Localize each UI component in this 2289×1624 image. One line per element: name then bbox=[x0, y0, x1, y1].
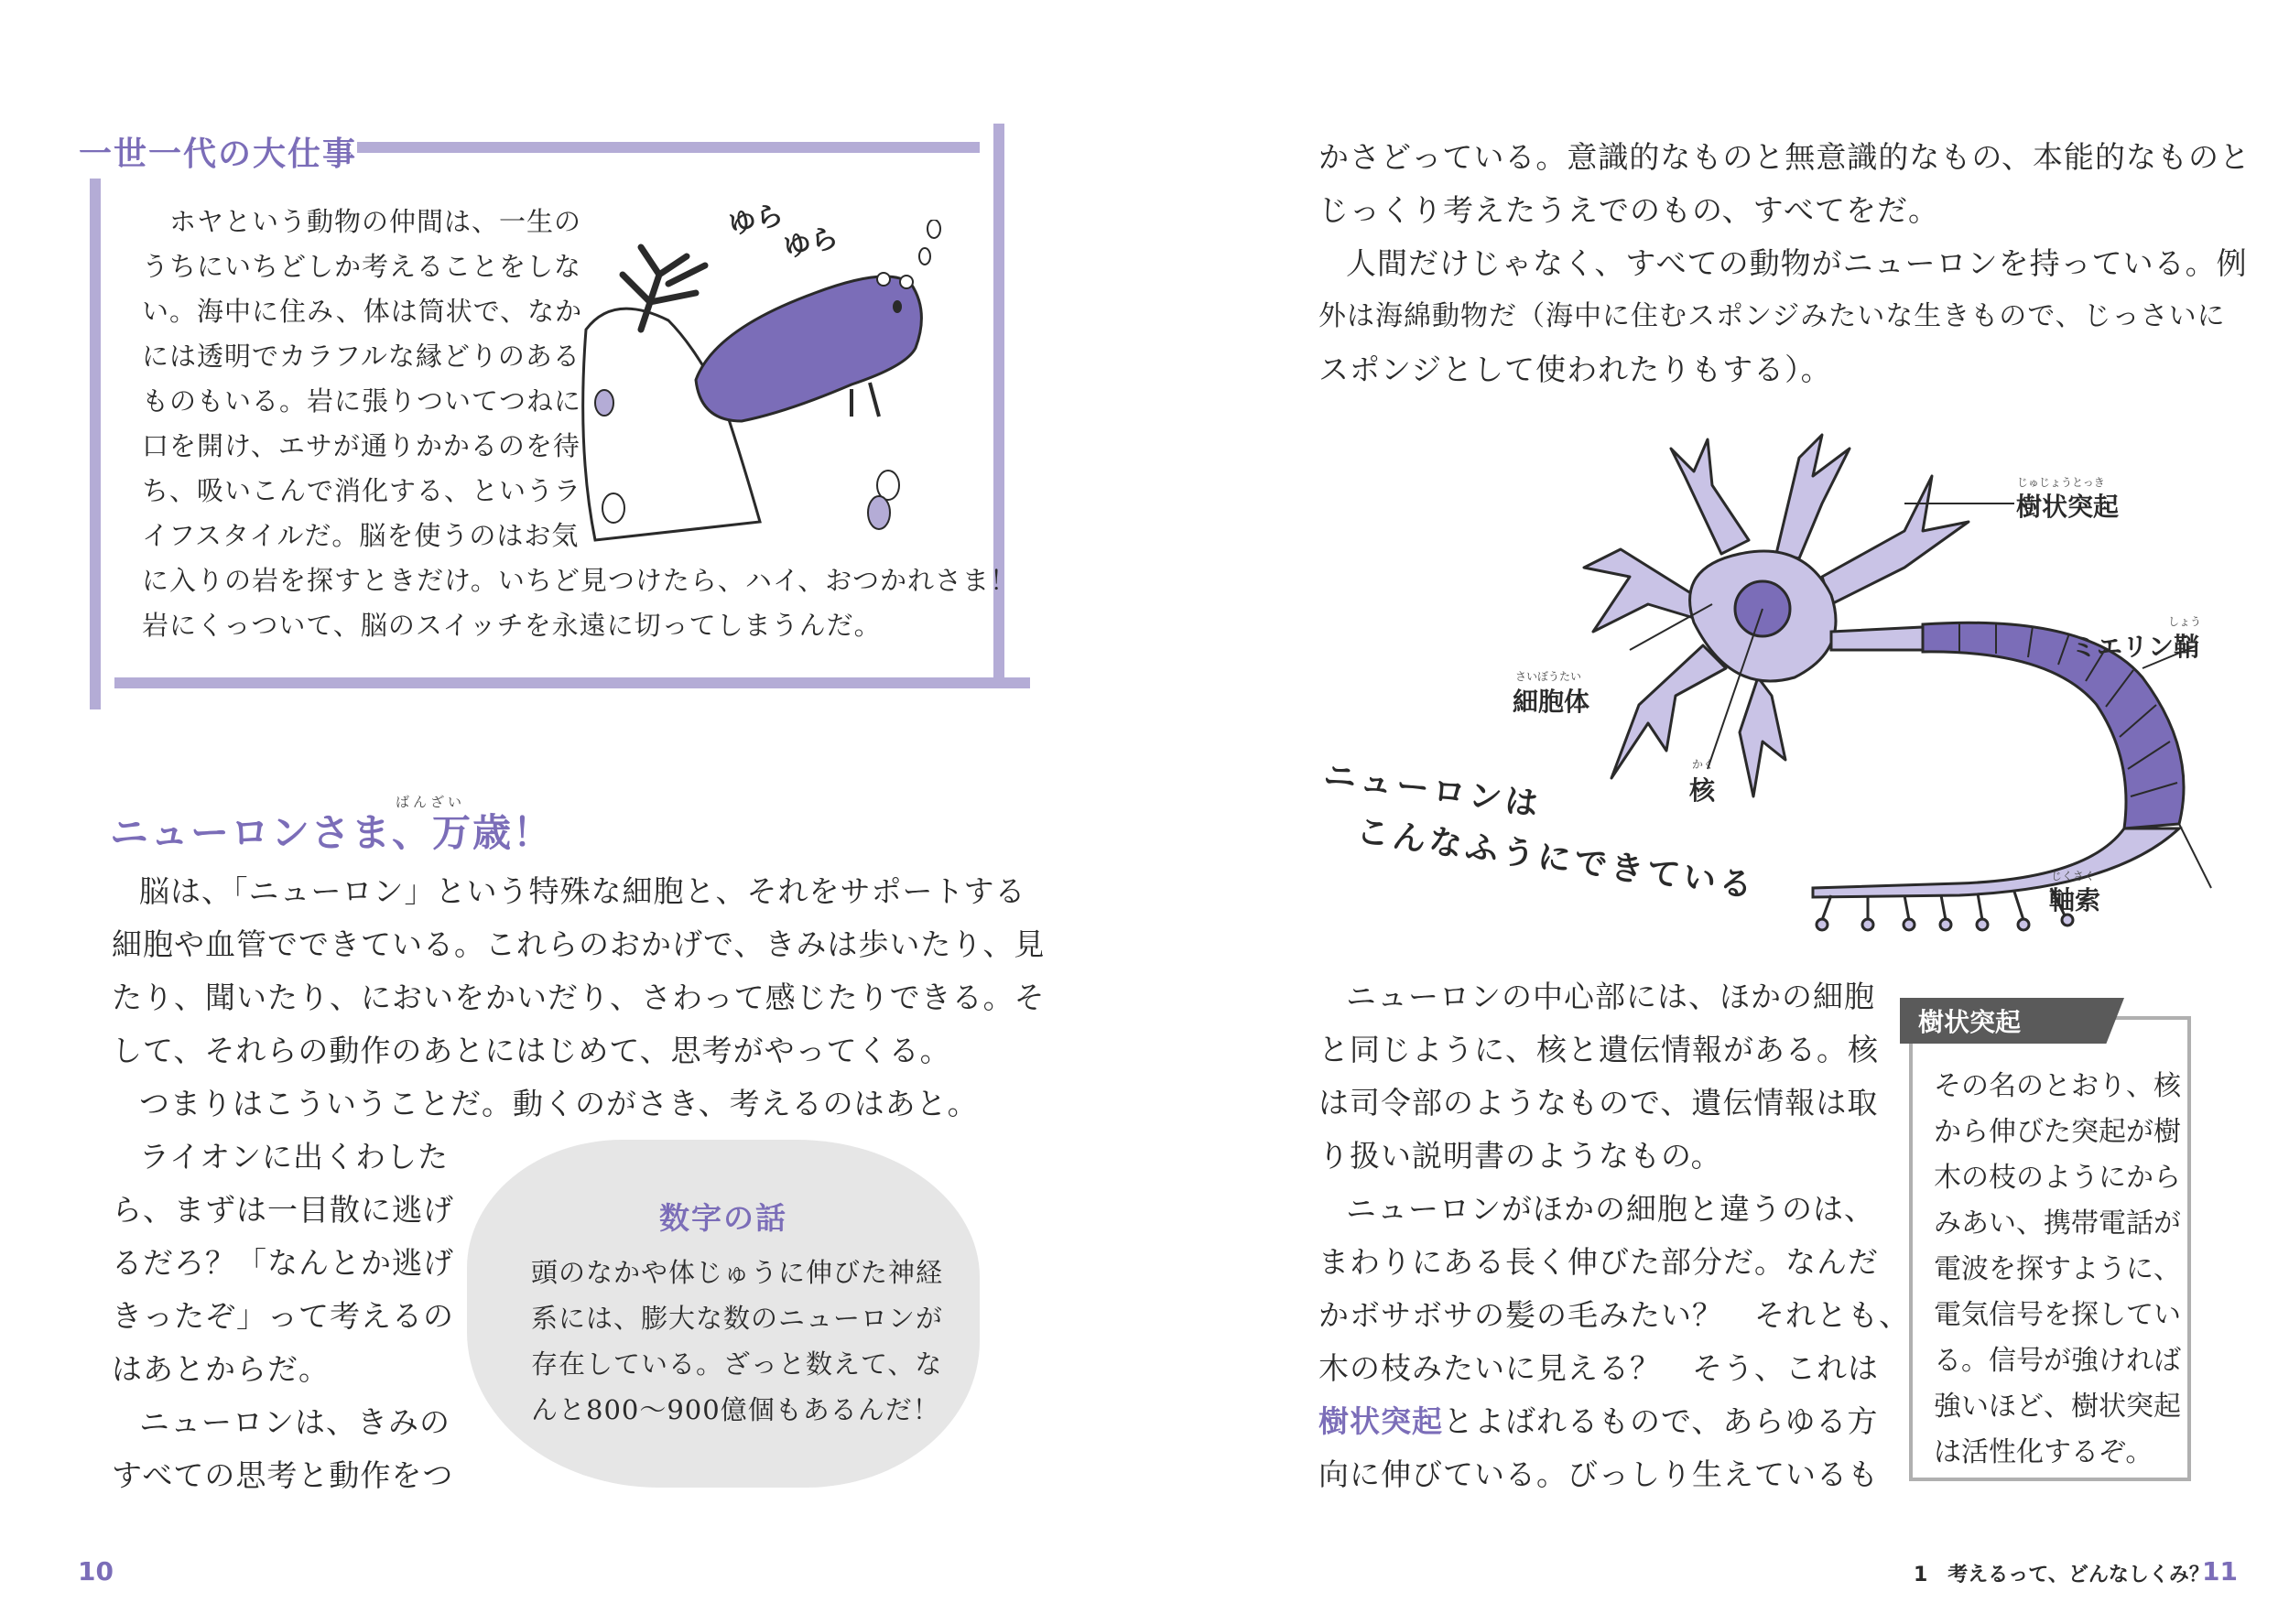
nucleus-ruby: かく bbox=[1692, 758, 1715, 771]
sidebar-text bbox=[1934, 1064, 2181, 1476]
right-line: ニューロンの中心部には、ほかの細胞 bbox=[1346, 979, 1875, 1014]
narrow-column bbox=[112, 1131, 454, 1502]
bubble-line: んと800～900億個もあるんだ！ bbox=[531, 1394, 940, 1425]
narrow-line: るだろ？「なんとか逃げ bbox=[112, 1245, 454, 1281]
sidebar-line: る。信号が強ければ bbox=[1934, 1345, 2181, 1377]
top-text bbox=[1318, 131, 2251, 396]
sidebar-line: その名のとおり、核 bbox=[1934, 1070, 2181, 1102]
bubble-line: 系には、膨大な数のニューロンが bbox=[531, 1303, 944, 1334]
body-line: して、それらの動作のあとにはじめて、思考がやってくる。 bbox=[112, 1033, 951, 1068]
diagram-caption-1: ニューロンは bbox=[1320, 756, 1545, 825]
diagram-caption-2: こんなふうにできている bbox=[1353, 812, 1759, 906]
box-line: ものもいる。岩に張りついてつねに bbox=[142, 385, 582, 417]
right-line bbox=[1318, 1395, 1910, 1448]
right-line: ニューロンがほかの細胞と違うのは、 bbox=[1346, 1191, 1875, 1227]
top-line: かさどっている。意識的なものと無意識的なもの、本能的なものと bbox=[1318, 139, 2251, 175]
dendrite-ruby: じゅじょうとっき bbox=[2017, 476, 2105, 489]
box-line: には透明でカラフルな縁どりのある bbox=[142, 341, 580, 372]
narrow-line: きったぞ」って考えるの bbox=[112, 1298, 454, 1334]
myelin-ruby: しょう bbox=[2168, 615, 2202, 628]
box-line: イフスタイルだ。脳を使うのはお気 bbox=[142, 520, 580, 551]
box-title: 一世一代の大仕事 bbox=[79, 135, 358, 173]
right-line: 向に伸びている。びっしり生えているも bbox=[1318, 1456, 1879, 1492]
dendrite-keyword: 樹状突起 bbox=[1318, 1403, 1443, 1439]
box-line: うちにいちどしか考えることをしな bbox=[142, 251, 582, 282]
right-line: 木の枝みたいに見える？ そう、これは bbox=[1318, 1350, 1879, 1386]
body-line: たり、聞いたり、においをかいだり、さわって感じたりできる。そ bbox=[112, 980, 1046, 1015]
box-frame-left bbox=[90, 179, 101, 709]
section-title-ruby: ばんざい bbox=[396, 794, 466, 810]
top-line: 外は海綿動物だ（海中に住むスポンジみたいな生きもので、じっさいに bbox=[1318, 300, 2226, 332]
box-frame-bottom bbox=[114, 677, 1030, 688]
narrow-line: ら、まずは一目散に逃げ bbox=[112, 1192, 454, 1228]
page-number-left: 10 bbox=[78, 1556, 114, 1586]
chapter-footer: 1 考えるって、どんなしくみ？ bbox=[1914, 1564, 2209, 1586]
sidebar-line: 木の枝のようにから bbox=[1934, 1162, 2181, 1194]
sidebar-line: 強いほど、樹状突起 bbox=[1934, 1391, 2181, 1423]
sidebar-line: は活性化するぞ。 bbox=[1934, 1436, 2153, 1468]
right-line: まわりにある長く伸びた部分だ。なんだ bbox=[1318, 1244, 1879, 1280]
myelin-label: ミエリン鞘 bbox=[2071, 632, 2200, 662]
section-body bbox=[112, 865, 1046, 1131]
sidebar-line: みあい、携帯電話が bbox=[1934, 1207, 2181, 1240]
sway-text-1: ゆら bbox=[725, 199, 787, 242]
narrow-line: すべての思考と動作をつ bbox=[112, 1457, 454, 1493]
box-line: い。海中に住み、体は筒状で、なか bbox=[142, 296, 583, 327]
bubble-line: 頭のなかや体じゅうに伸びた神経 bbox=[531, 1257, 944, 1288]
narrow-line: はあとからだ。 bbox=[112, 1351, 330, 1387]
box-line: に入りの岩を探すときだけ。いちど見つけたら、ハイ、おつかれさま！ bbox=[142, 565, 1017, 596]
bubble-title: 数字の話 bbox=[659, 1200, 787, 1236]
sidebar-title: 樹状突起 bbox=[1918, 1007, 2022, 1037]
box-line: ホヤという動物の仲間は、一生の bbox=[169, 206, 582, 237]
bubble-text bbox=[531, 1250, 943, 1433]
narrow-line: ニューロンは、きみの bbox=[139, 1404, 450, 1440]
sway-text-2: ゆら bbox=[780, 222, 841, 265]
right-line: り扱い説明書のようなもの。 bbox=[1318, 1138, 1722, 1174]
box-line: 岩にくっついて、脳のスイッチを永遠に切ってしまうんだ。 bbox=[142, 610, 882, 641]
top-line: スポンジとして使われたりもする）。 bbox=[1318, 352, 1832, 387]
box-frame-top bbox=[357, 142, 980, 153]
sea-squirt-illustration bbox=[577, 220, 961, 549]
axon-label: 軸索 bbox=[2049, 885, 2101, 915]
body-line: 脳は、「ニューロン」という特殊な細胞と、それをサポートする bbox=[139, 873, 1026, 909]
top-line: じっくり考えたうえでのもの、すべてをだ。 bbox=[1318, 192, 1940, 228]
narrow-line: ライオンに出くわした bbox=[139, 1139, 450, 1175]
body-line: つまりはこういうことだ。動くのがさき、考えるのはあと。 bbox=[139, 1086, 979, 1121]
soma-label: 細胞体 bbox=[1513, 687, 1590, 717]
right-line: は司令部のようなもので、遺伝情報は取 bbox=[1318, 1085, 1879, 1121]
box-line: ち、吸いこんで消化する、というラ bbox=[142, 475, 582, 506]
right-line: と同じように、核と遺伝情報がある。核 bbox=[1318, 1032, 1879, 1067]
body-line: 細胞や血管でできている。これらのおかげで、きみは歩いたり、見 bbox=[112, 926, 1046, 962]
sidebar-line: から伸びた突起が樹 bbox=[1934, 1116, 2181, 1148]
bubble-line: 存在している。ざっと数えて、な bbox=[531, 1348, 943, 1380]
sidebar-line: 電波を探すように、 bbox=[1934, 1253, 2181, 1285]
nucleus-label: 核 bbox=[1689, 775, 1716, 806]
right-line-rest: とよばれるもので、あらゆる方 bbox=[1443, 1403, 1879, 1439]
right-line: かボサボサの髪の毛みたい？ それとも、 bbox=[1318, 1297, 1910, 1333]
soma-ruby: さいぼうたい bbox=[1515, 670, 1582, 683]
axon-ruby: じくさく bbox=[2051, 870, 2096, 882]
sidebar-line: 電気信号を探してい bbox=[1934, 1299, 2181, 1331]
box-line: 口を開け、エサが通りかかるのを待 bbox=[142, 430, 580, 461]
page-number-right: 11 bbox=[2202, 1556, 2238, 1586]
top-line: 人間だけじゃなく、すべての動物がニューロンを持っている。例 bbox=[1346, 245, 2248, 281]
dendrite-label: 樹状突起 bbox=[2016, 492, 2120, 522]
right-body bbox=[1318, 970, 1910, 1501]
section-title: ニューロンさま、万歳！ bbox=[110, 810, 554, 855]
